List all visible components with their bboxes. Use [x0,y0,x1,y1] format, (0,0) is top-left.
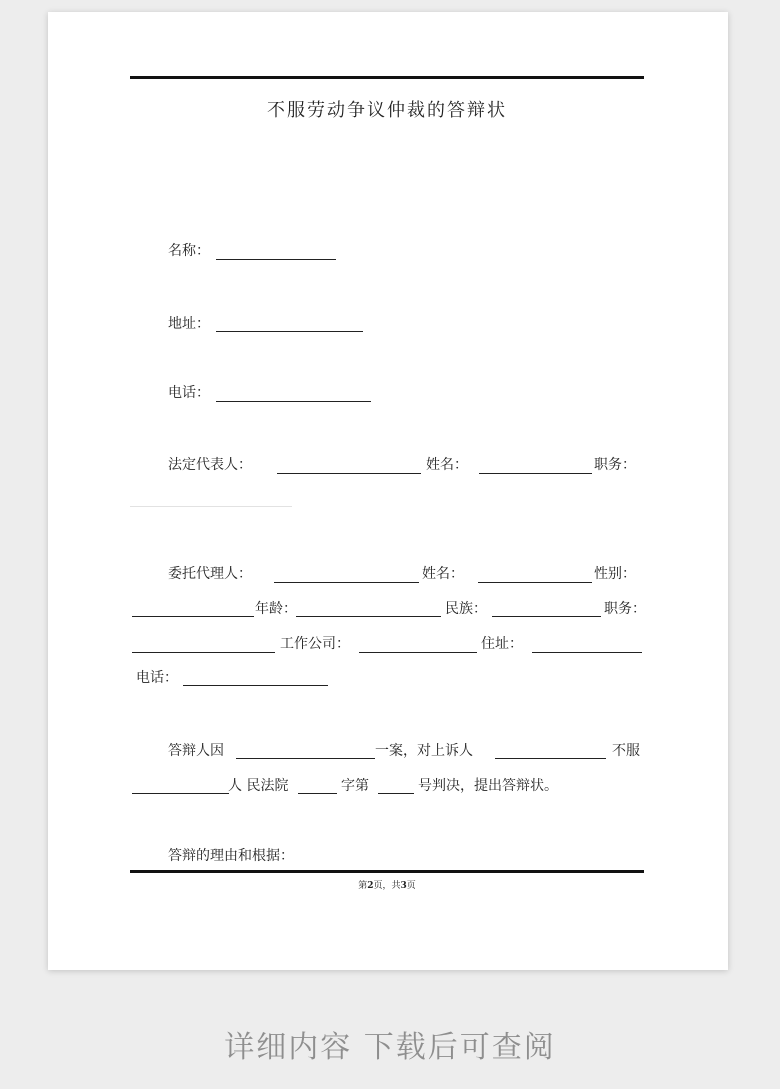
agent-name-label: 姓名： [422,566,464,582]
court-blank [132,793,229,794]
address-label: 地址： [168,316,210,332]
download-hint: 详细内容 下载后可查阅 [224,1030,556,1065]
company-blank [359,652,477,653]
bottom-rule [130,870,644,873]
body-line1-c: 不服 [612,743,640,759]
position-blank [132,652,275,653]
agent-company-label: 工作公司： [280,636,350,652]
page-middle: 页，共 [373,881,401,891]
top-rule [130,76,644,79]
agent-ethnicity-label: 民族： [445,601,487,617]
agent-label: 委托代理人： [168,566,252,582]
phone-label: 电话： [168,385,210,401]
phone-blank [216,401,371,402]
case-blank [236,758,375,759]
case-number-blank [378,793,414,794]
name-blank [216,259,336,260]
agent-residence-label: 住址： [481,636,523,652]
page-suffix: 页 [406,881,416,891]
agent-gender-label: 性别： [594,566,636,582]
agent-phone-label: 电话： [136,670,178,686]
agent-name-blank [478,582,592,583]
reasons-label: 答辩的理由和根据： [168,848,294,864]
agent-age-label: 年龄： [255,601,297,617]
address-blank [216,331,363,332]
case-year-blank [298,793,337,794]
gender-blank [132,616,254,617]
agent-blank [274,582,419,583]
body-line1-b: 一案，对上诉人 [375,743,473,759]
document-title: 不服劳动争议仲裁的答辩状 [267,100,507,121]
legal-rep-name-label: 姓名： [426,457,468,473]
ethnicity-blank [492,616,601,617]
page-current: 2 [367,881,374,891]
residence-blank [532,652,642,653]
name-label: 名称： [168,243,210,259]
legal-rep-blank [277,473,421,474]
body-line1-a: 答辩人因 [168,743,224,759]
faint-divider [130,506,292,507]
legal-rep-label: 法定代表人： [168,457,252,473]
legal-rep-position-label: 职务： [594,457,636,473]
document-page [48,12,728,970]
legal-rep-name-blank [479,473,592,474]
appellant-blank [495,758,606,759]
agent-phone-blank [183,685,328,686]
page-total: 3 [400,881,407,891]
agent-position-label: 职务： [604,601,646,617]
page-prefix: 第 [358,881,368,891]
page-number [130,878,644,891]
body-line2-a: 人 民法院 [228,778,289,794]
age-blank [296,616,441,617]
body-line2-c: 号判决，提出答辩状。 [418,778,558,794]
body-line2-b: 字第 [341,778,369,794]
